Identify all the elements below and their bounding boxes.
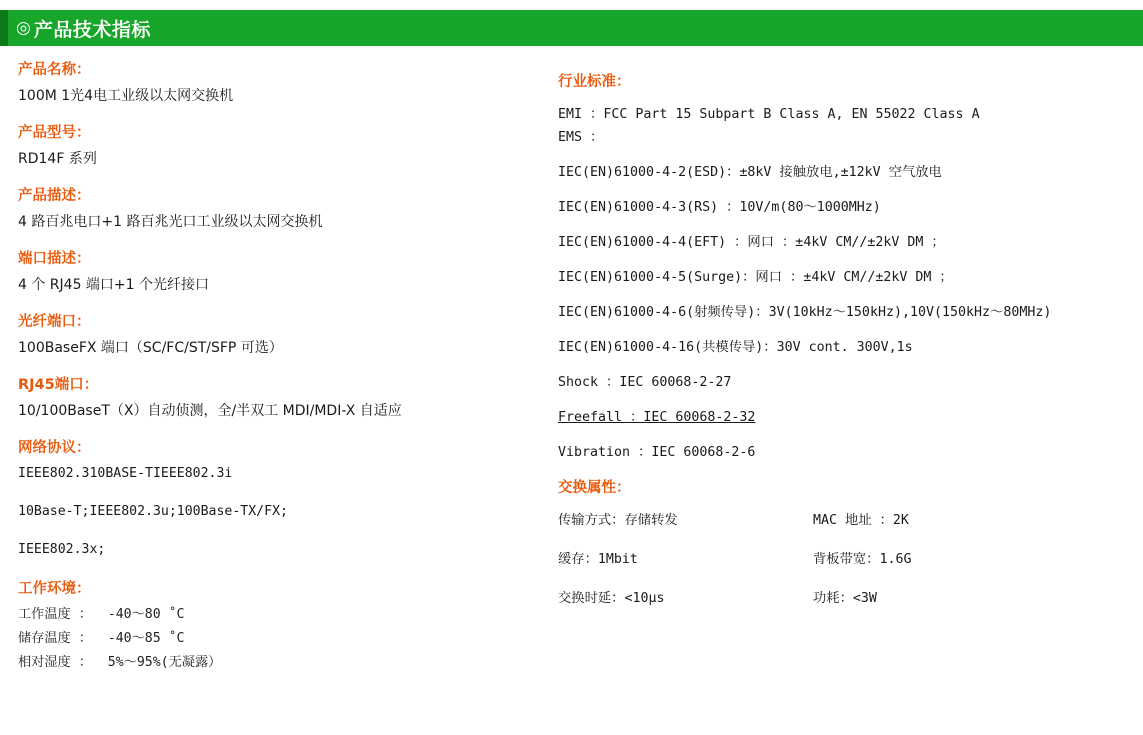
- spec-value: 10/100BaseT（X）自动侦测，全/半双工 MDI/MDI-X 自适应: [18, 403, 402, 419]
- section-header-bar: [0, 10, 1143, 46]
- page-title: 产品技术指标: [33, 18, 151, 41]
- circle-dot-icon: ◎: [16, 17, 31, 38]
- standard-item: Freefall ：IEC 60068-2-32: [558, 410, 756, 425]
- spec-label: 工作环境：: [18, 581, 91, 598]
- protocol-line: 10Base-T;IEEE802.3u;100Base-TX/FX;: [18, 503, 288, 519]
- spec-label: 光纤端口：: [18, 314, 91, 330]
- header-accent-block: [0, 10, 8, 46]
- spec-value: 100BaseFX 端口（SC/FC/ST/SFP 可选）: [18, 340, 283, 356]
- spec-block-network-protocol: [18, 436, 538, 559]
- spec-block-work-environment: [18, 577, 538, 670]
- standard-item: IEC(EN)61000-4-3(RS) ：10V/m(80～1000MHz): [558, 200, 881, 215]
- protocol-line: IEEE802.3x;: [18, 541, 106, 557]
- env-line: 工作温度 ： -40～80 ˚C: [18, 607, 185, 623]
- table-row: [558, 587, 1133, 626]
- standard-ems-label: EMS ：: [558, 130, 604, 145]
- attr-cell: MAC 地址 ：2K: [813, 513, 909, 528]
- spec-block-port-description: [18, 247, 538, 296]
- spec-label: 端口描述：: [18, 251, 91, 267]
- spec-label: 行业标准：: [558, 74, 631, 90]
- env-line: 储存温度 ： -40～85 ˚C: [18, 631, 185, 647]
- spec-value: 4 路百兆电口+1 路百兆光口工业级以太网交换机: [18, 214, 323, 230]
- spec-value: 100M 1光4电工业级以太网交换机: [18, 88, 234, 104]
- spec-label: 交换属性：: [558, 480, 631, 496]
- env-line: 相对湿度 ： 5%～95%(无凝露）: [18, 655, 222, 671]
- standard-item: Vibration ：IEC 60068-2-6: [558, 445, 756, 460]
- right-column: [558, 70, 1133, 626]
- spec-label: 产品描述：: [18, 188, 91, 204]
- spec-block-switch-attributes: [558, 476, 1133, 626]
- spec-block-product-name: [18, 58, 538, 107]
- spec-label: 产品名称：: [18, 62, 91, 78]
- attr-cell: 传输方式：存储转发: [558, 513, 678, 528]
- protocol-line: IEEE802.310BASE-TIEEE802.3i: [18, 466, 233, 481]
- spec-value: RD14F 系列: [18, 151, 97, 167]
- spec-label: 产品型号：: [18, 125, 91, 141]
- spec-block-industry-standard: [558, 70, 1133, 460]
- spec-block-fiber-port: [18, 310, 538, 359]
- standard-emi-line: EMI ：FCC Part 15 Subpart B Class A, EN 55022 Class A: [558, 107, 980, 122]
- spec-value: 4 个 RJ45 端口+1 个光纤接口: [18, 277, 210, 293]
- attr-cell: 交换时延：<10μs: [558, 591, 665, 606]
- spec-block-product-description: [18, 184, 538, 233]
- standard-item: IEC(EN)61000-4-16(共模传导)：30V cont. 300V,1s: [558, 340, 913, 355]
- standard-item: Shock ：IEC 60068-2-27: [558, 375, 732, 390]
- table-row: [558, 548, 1133, 587]
- spec-label: RJ45端口：: [18, 377, 99, 393]
- spec-block-rj45-port: [18, 373, 538, 422]
- table-row: [558, 509, 1133, 548]
- attr-cell: 缓存：1Mbit: [558, 552, 638, 567]
- standard-item: IEC(EN)61000-4-6(射频传导)：3V(10kHz～150kHz),10V(150kHz～80MHz): [558, 305, 1052, 320]
- attr-cell: 背板带宽：1.6G: [813, 552, 912, 567]
- standard-item: IEC(EN)61000-4-4(EFT) ：网口 ：±4kV CM//±2kV DM ；: [558, 235, 945, 250]
- spec-label: 网络协议：: [18, 440, 91, 456]
- switch-attributes-table: [558, 509, 1133, 626]
- standard-item: IEC(EN)61000-4-2(ESD)：±8kV 接触放电,±12kV 空气放电: [558, 165, 942, 180]
- spec-block-product-model: [18, 121, 538, 170]
- standard-item: IEC(EN)61000-4-5(Surge)：网口 ：±4kV CM//±2kV DM ；: [558, 270, 953, 285]
- attr-cell: 功耗：<3W: [813, 591, 877, 606]
- left-column: [18, 58, 538, 675]
